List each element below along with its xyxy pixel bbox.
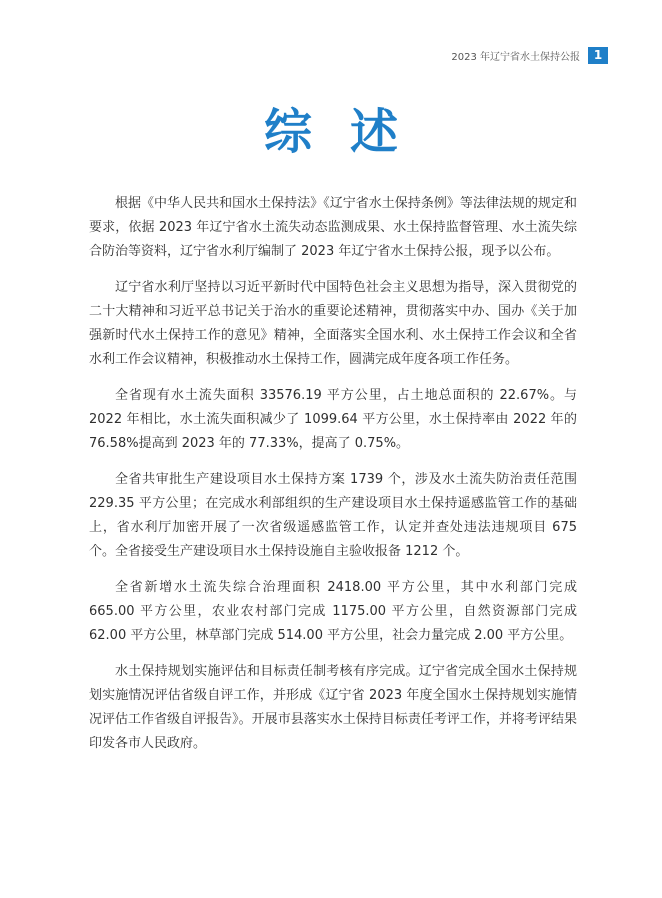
page-header	[451, 47, 608, 64]
body-content	[89, 192, 577, 768]
paragraph-intro: 根据《中华人民共和国水土保持法》《辽宁省水土保持条例》等法律法规的规定和要求，依据 2023 年辽宁省水土流失动态监测成果、水土保持监督管理、水土流失综合防治等资料，辽宁省水利厅编制了 2023 年辽宁省水土保持公报，现予以公布。	[89, 196, 577, 259]
page-number-badge: 1	[588, 47, 608, 64]
page-title: 综述	[263, 104, 436, 160]
paragraph-project-approval: 全省共审批生产建设项目水土保持方案 1739 个，涉及水土流失防治责任范围 229.35 平方公里；在完成水利部组织的生产建设项目水土保持遥感监管工作的基础上，省水利厅加密开展了一次省级遥感监管工作，认定并查处违法违规项目 675 个。全省接受生产建设项目水土保持设施自主验收报备 1212 个。	[89, 472, 577, 559]
paragraph-governance-area: 全省新增水土流失综合治理面积 2418.00 平方公里，其中水利部门完成 665.00 平方公里，农业农村部门完成 1175.00 平方公里，自然资源部门完成 62.00 平方公里，林草部门完成 514.00 平方公里，社会力量完成 2.00 平方公里。	[89, 580, 577, 643]
paragraph-guidance: 辽宁省水利厅坚持以习近平新时代中国特色社会主义思想为指导，深入贯彻党的二十大精神和习近平总书记关于治水的重要论述精神，贯彻落实中办、国办《关于加强新时代水土保持工作的意见》精神，全面落实全国水利、水土保持工作会议和全省水利工作会议精神，积极推动水土保持工作，圆满完成年度各项工作任务。	[89, 280, 577, 367]
report-title: 2023 年辽宁省水土保持公报	[451, 52, 580, 63]
paragraph-assessment: 水土保持规划实施评估和目标责任制考核有序完成。辽宁省完成全国水土保持规划实施情况评估省级自评工作，并形成《辽宁省 2023 年度全国水土保持规划实施情况评估工作省级自评报告》。开展市县落实水土保持目标责任考评工作，并将考评结果印发各市人民政府。	[89, 664, 577, 751]
paragraph-erosion-area: 全省现有水土流失面积 33576.19 平方公里，占土地总面积的 22.67%。与 2022 年相比，水土流失面积减少了 1099.64 平方公里，水土保持率由 2022 年的 76.58%提高到 2023 年的 77.33%，提高了 0.75%。	[89, 388, 577, 451]
